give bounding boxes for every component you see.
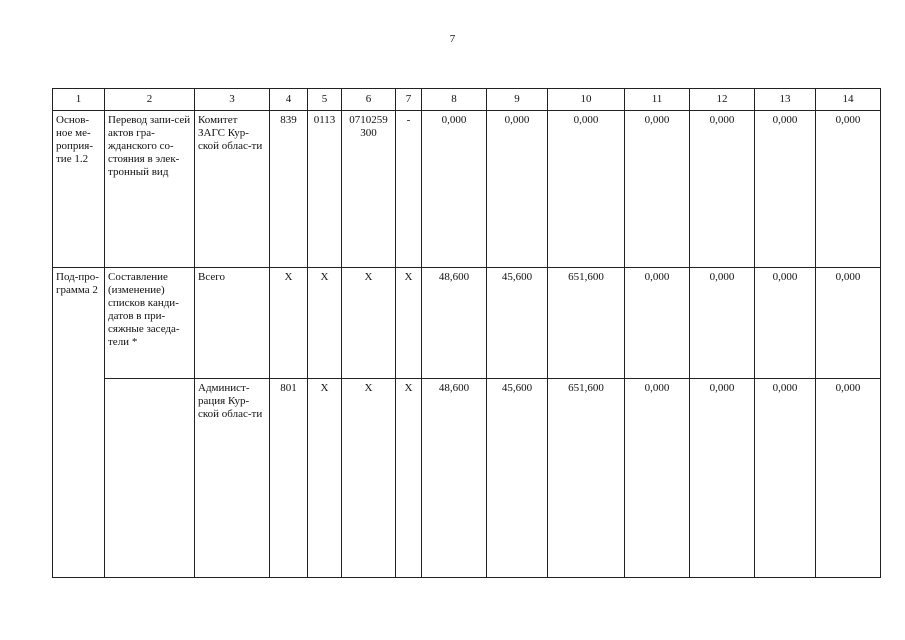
cell-value: 0,000 xyxy=(625,268,690,379)
header-cell: 6 xyxy=(342,89,396,111)
cell-value: 0,000 xyxy=(487,111,548,268)
cell-value: 45,600 xyxy=(487,379,548,578)
cell-value: 48,600 xyxy=(422,268,487,379)
cell-value: 651,600 xyxy=(548,379,625,578)
cell-csr: X xyxy=(342,268,396,379)
cell-csr: X xyxy=(342,379,396,578)
cell-rz-pr: 0113 xyxy=(308,111,342,268)
cell-value: 0,000 xyxy=(625,111,690,268)
cell-value: 0,000 xyxy=(690,111,755,268)
cell-vr: X xyxy=(396,268,422,379)
cell-vr: - xyxy=(396,111,422,268)
header-cell: 1 xyxy=(53,89,105,111)
cell-activity-name: Перевод запи-сей актов гра-жданского со-стояния в элек-тронный вид xyxy=(105,111,195,268)
header-cell: 2 xyxy=(105,89,195,111)
cell-activity-status: Под-про-грамма 2 xyxy=(53,268,105,379)
cell-rz-pr: X xyxy=(308,268,342,379)
cell-value: 0,000 xyxy=(755,268,816,379)
table-row xyxy=(53,379,881,578)
cell-responsible: Комитет ЗАГС Кур-ской облас-ти xyxy=(195,111,270,268)
header-cell: 11 xyxy=(625,89,690,111)
cell-activity-status: Основ-ное ме-роприя-тие 1.2 xyxy=(53,111,105,268)
cell-grbs: 801 xyxy=(270,379,308,578)
header-cell: 14 xyxy=(816,89,881,111)
cell-csr: 0710259 300 xyxy=(342,111,396,268)
cell-value: 0,000 xyxy=(755,111,816,268)
cell-value: 0,000 xyxy=(422,111,487,268)
cell-value: 0,000 xyxy=(816,379,881,578)
cell-value: 651,600 xyxy=(548,268,625,379)
header-cell: 8 xyxy=(422,89,487,111)
cell-value: 0,000 xyxy=(755,379,816,578)
cell-activity-status xyxy=(53,379,105,578)
header-cell: 12 xyxy=(690,89,755,111)
budget-table xyxy=(52,88,881,578)
cell-value: 0,000 xyxy=(816,111,881,268)
cell-responsible: Админист-рация Кур-ской облас-ти xyxy=(195,379,270,578)
cell-value: 0,000 xyxy=(690,268,755,379)
cell-value: 0,000 xyxy=(690,379,755,578)
header-cell: 13 xyxy=(755,89,816,111)
table-row xyxy=(53,111,881,268)
cell-value: 0,000 xyxy=(816,268,881,379)
header-row xyxy=(53,89,881,111)
table-row xyxy=(53,268,881,379)
cell-activity-name: Составление (изменение) списков канди-датов в при-сяжные заседа-тели * xyxy=(105,268,195,379)
cell-value: 45,600 xyxy=(487,268,548,379)
header-cell: 7 xyxy=(396,89,422,111)
cell-value: 0,000 xyxy=(548,111,625,268)
cell-grbs: X xyxy=(270,268,308,379)
header-cell: 3 xyxy=(195,89,270,111)
cell-value: 48,600 xyxy=(422,379,487,578)
cell-value: 0,000 xyxy=(625,379,690,578)
header-cell: 10 xyxy=(548,89,625,111)
cell-vr: X xyxy=(396,379,422,578)
cell-activity-name xyxy=(105,379,195,578)
cell-grbs: 839 xyxy=(270,111,308,268)
cell-rz-pr: X xyxy=(308,379,342,578)
cell-responsible: Всего xyxy=(195,268,270,379)
header-cell: 4 xyxy=(270,89,308,111)
header-cell: 9 xyxy=(487,89,548,111)
header-cell: 5 xyxy=(308,89,342,111)
page-number: 7 xyxy=(449,33,456,45)
